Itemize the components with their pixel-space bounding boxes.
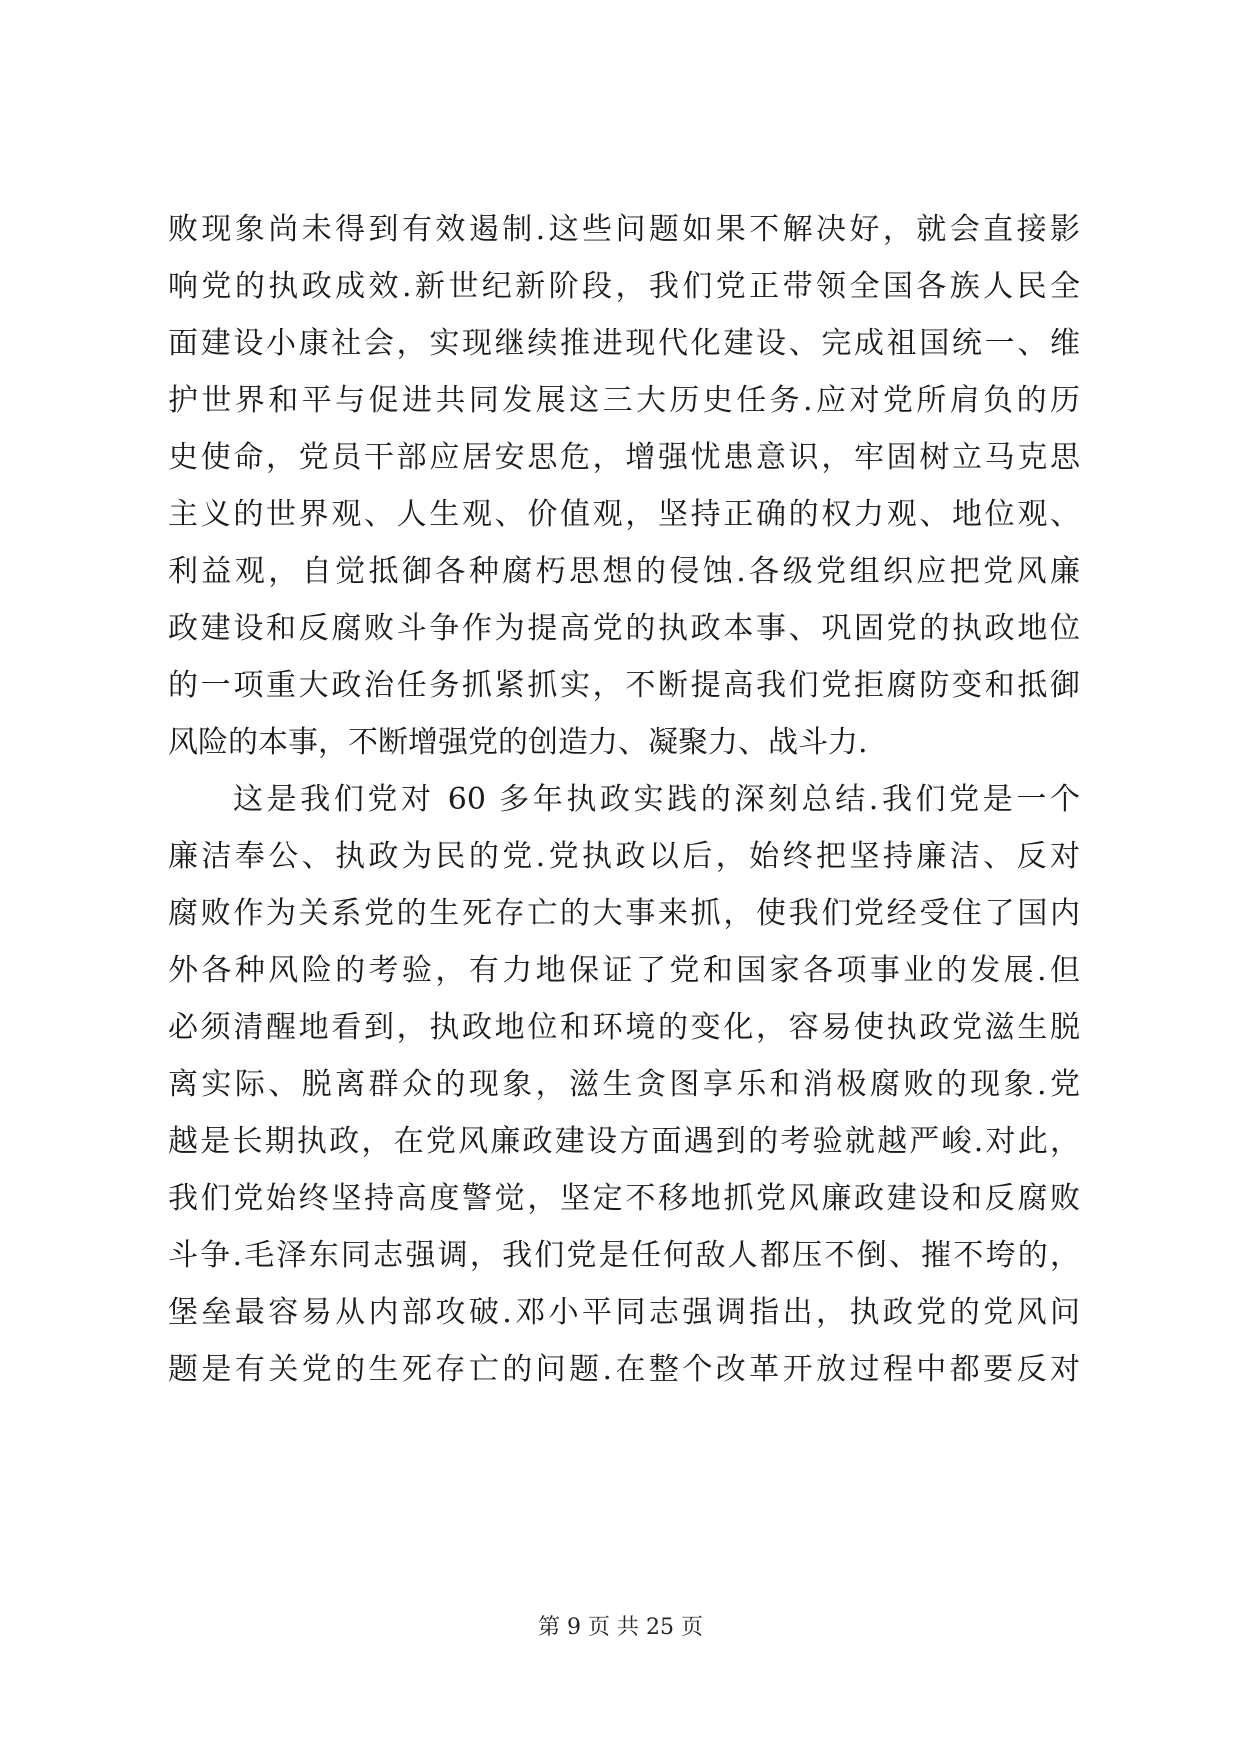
text-line: 题是有关党的生死存亡的问题.在整个改革开放过程中都要反对 [168, 1352, 1080, 1387]
text-line: 必须清醒地看到，执政地位和环境的变化，容易使执政党滋生脱 [168, 1010, 1080, 1045]
text-line: 利益观，自觉抵御各种腐朽思想的侵蚀.各级党组织应把党风廉 [168, 554, 1080, 589]
text-line: 斗争.毛泽东同志强调，我们党是任何敌人都压不倒、摧不垮的， [168, 1238, 1080, 1273]
text-line: 我们党始终坚持高度警觉，坚定不移地抓党风廉政建设和反腐败 [168, 1181, 1080, 1216]
text-line: 政建设和反腐败斗争作为提高党的执政本事、巩固党的执政地位 [168, 611, 1080, 646]
text-line: 的一项重大政治任务抓紧抓实，不断提高我们党拒腐防变和抵御 [168, 668, 1080, 703]
text-line: 面建设小康社会，实现继续推进现代化建设、完成祖国统一、维 [168, 326, 1080, 361]
text-line: 外各种风险的考验，有力地保证了党和国家各项事业的发展.但 [168, 953, 1080, 988]
text-line: 这是我们党对 60 多年执政实践的深刻总结.我们党是一个 [233, 782, 1080, 817]
page-number: 第 9 页 共 25 页 [538, 1615, 703, 1640]
text-line: 廉洁奉公、执政为民的党.党执政以后，始终把坚持廉洁、反对 [168, 839, 1080, 874]
text-line: 响党的执政成效.新世纪新阶段，我们党正带领全国各族人民全 [168, 269, 1080, 304]
text-line: 败现象尚未得到有效遏制.这些问题如果不解决好，就会直接影 [168, 212, 1080, 247]
text-line: 风险的本事，不断增强党的创造力、凝聚力、战斗力. [168, 725, 868, 760]
text-line: 史使命，党员干部应居安思危，增强忧患意识，牢固树立马克思 [168, 440, 1080, 475]
text-line: 主义的世界观、人生观、价值观，坚持正确的权力观、地位观、 [168, 497, 1080, 532]
text-line: 越是长期执政，在党风廉政建设方面遇到的考验就越严峻.对此， [168, 1124, 1080, 1159]
text-line: 护世界和平与促进共同发展这三大历史任务.应对党所肩负的历 [168, 383, 1080, 418]
text-line: 离实际、脱离群众的现象，滋生贪图享乐和消极腐败的现象.党 [168, 1067, 1080, 1102]
text-line: 腐败作为关系党的生死存亡的大事来抓，使我们党经受住了国内 [168, 896, 1080, 931]
text-line: 堡垒最容易从内部攻破.邓小平同志强调指出，执政党的党风问 [168, 1295, 1080, 1330]
